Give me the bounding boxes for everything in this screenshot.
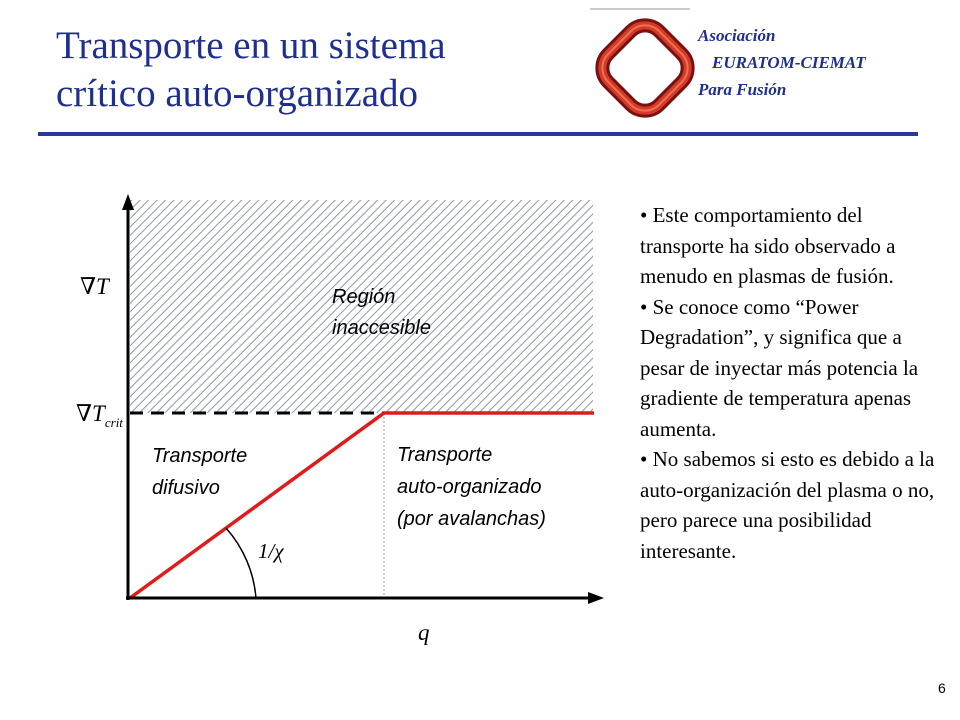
- y-axis-label: ∇T: [80, 274, 109, 299]
- bullet-item: • Este comportamiento del transporte ha sido observado a menudo en plasmas de fusión.: [640, 203, 896, 288]
- slope-label: 1/χ: [258, 539, 284, 563]
- bullet-item: • Se conoce como “Power Degradation”, y significa que a pesar de inyectar más potencia la gradiente de temperatura apenas aumenta.: [640, 294, 919, 441]
- page-number: 6: [938, 680, 946, 696]
- title-line-1: Transporte en un sistema: [56, 24, 446, 67]
- bullet-item: • No sabemos si esto es debido a la auto-organización del plasma o no, pero parece una posibilidad interesante.: [640, 447, 935, 563]
- y-crit-subscript: crit: [104, 415, 123, 430]
- org-line-3: Para Fusión: [698, 80, 787, 99]
- soc-label-line-1: Transporte: [397, 444, 493, 466]
- diffusive-label-line-1: Transporte: [152, 445, 248, 467]
- soc-label-line-3: (por avalanchas): [397, 508, 546, 530]
- bullet-list: [640, 200, 940, 566]
- slope-angle-arc: [226, 528, 256, 598]
- title-line-2: crítico auto-organizado: [56, 72, 419, 115]
- org-line-1: Asociación: [698, 26, 776, 45]
- y-crit-main: ∇T: [76, 401, 105, 426]
- inaccessible-label-line-2: inaccesible: [332, 317, 431, 339]
- org-line-2: EURATOM-CIEMAT: [712, 53, 866, 72]
- diffusive-slope-line: [130, 413, 384, 598]
- x-axis-label: q: [418, 620, 430, 645]
- x-axis-arrow: [588, 592, 604, 604]
- soc-label-line-2: auto-organizado: [397, 476, 542, 498]
- diffusive-label-line-2: difusivo: [152, 477, 220, 499]
- y-crit-label: [76, 401, 123, 430]
- inaccessible-label-line-1: Región: [332, 286, 396, 308]
